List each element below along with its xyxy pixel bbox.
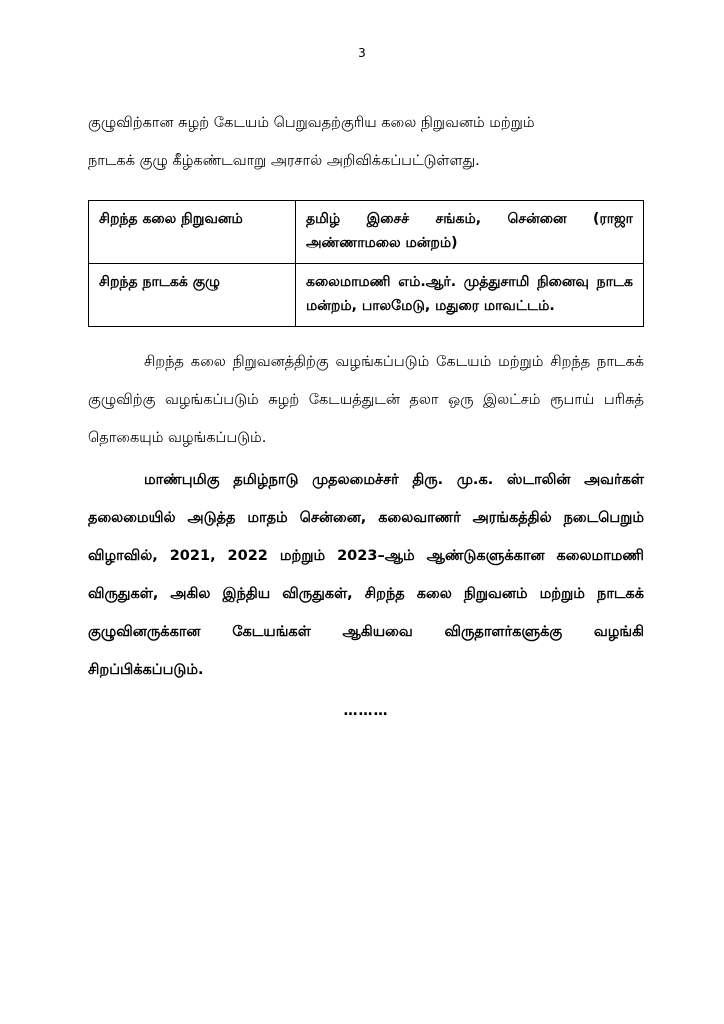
intro-line-1: குழுவிற்கான சுழற் கேடயம் பெறுவதற்குரிய கலை நிறுவனம் மற்றும் [88, 115, 535, 131]
prize-paragraph: சிறந்த கலை நிறுவனத்திற்கு வழங்கப்படும் கேடயம் மற்றும் சிறந்த நாடகக் குழுவிற்கு வழங்கப்படும் சுழற் கேடயத்துடன் தலா ஒரு இலட்சம் ரூபாய் பரிசுத் தொகையும் வழங்கப்படும். [88, 354, 644, 446]
best-drama-troupe-label: சிறந்த நாடகக் குழு [89, 264, 296, 327]
page-number: 3 [358, 46, 366, 60]
ceremony-paragraph: மாண்புமிகு தமிழ்நாடு முதலமைச்சர் திரு. மு.க. ஸ்டாலின் அவர்கள் தலைமையில் அடுத்த மாதம் சென்னை, கலைவாணர் அரங்கத்தில் நடைபெறும் விழாவில், 2021, 2022 மற்றும் 2023–ஆம் ஆண்டுகளுக்கான கலைமாமணி விருதுகள், அகில இந்திய விருதுகள், சிறந்த கலை நிறுவனம் மற்றும் நாடகக் குழுவினருக்கான கேடயங்கள் ஆகியவை விருதாளர்களுக்கு வழங்கி சிறப்பிக்கப்படும். [88, 472, 644, 678]
best-drama-troupe-value: கலைமாமணி எம்.ஆர். முத்துசாமி நினைவு நாடக மன்றம், பாலமேடு, மதுரை மாவட்டம். [296, 264, 644, 327]
intro-line-2: நாடகக் குழு கீழ்கண்டவாறு அரசால் அறிவிக்கப்பட்டுள்ளது. [88, 153, 480, 169]
award-table [88, 200, 644, 327]
end-mark: ……… [343, 703, 389, 719]
table-row [89, 264, 644, 327]
best-art-institution-label: சிறந்த கலை நிறுவனம் [89, 201, 296, 264]
best-art-institution-value: தமிழ் இசைச் சங்கம், சென்னை (ராஜா அண்ணாமலை மன்றம்) [296, 201, 644, 264]
document-body [88, 104, 644, 719]
intro-text [88, 104, 644, 180]
table-row [89, 201, 644, 264]
